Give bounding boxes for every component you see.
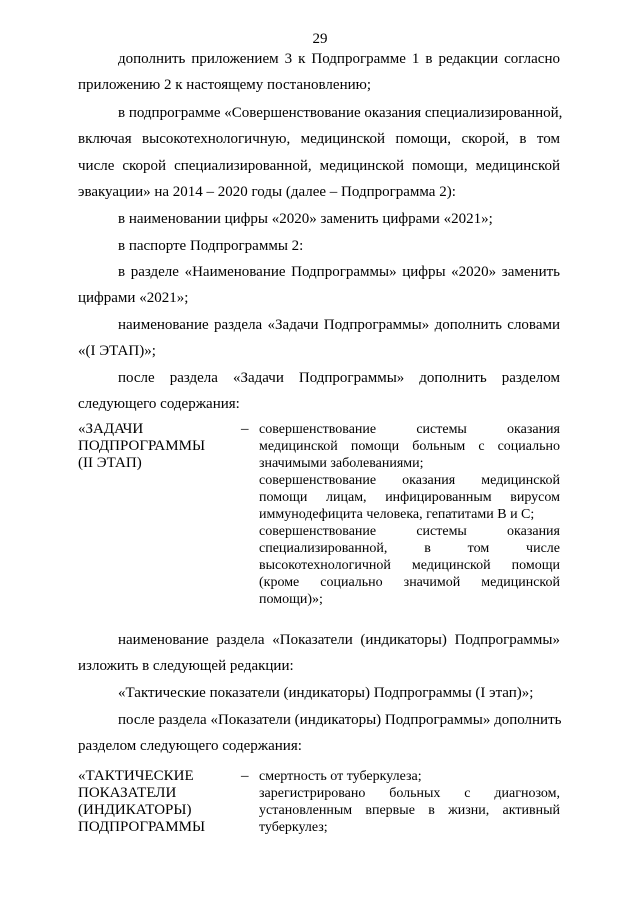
dash: – [241,768,249,784]
section-label-line: ПОДПРОГРАММЫ [78,438,206,454]
content-line: совершенствование оказания медицинской [259,473,560,488]
paragraph-line: эвакуации» на 2014 – 2020 годы (далее – Подпрограмма 2): [78,184,456,200]
paragraph-line: следующего содержания: [78,396,240,412]
section-label-line: ПОКАЗАТЕЛИ [78,785,177,801]
paragraph-line: наименование раздела «Показатели (индикаторы) Подпрограммы» [118,632,560,648]
paragraph-line: «(I ЭТАП)»; [78,343,156,359]
content-line: помощи)»; [259,592,323,607]
content-line: совершенствование системы оказания [259,422,560,437]
section-content-indicators [259,768,560,836]
paragraph-line: разделом следующего содержания: [78,738,302,754]
content-line: (кроме социально значимой медицинской [259,575,560,590]
section-label-line: (II ЭТАП) [78,455,142,471]
paragraph-line: «Тактические показатели (индикаторы) Подпрограммы (I этап)»; [118,685,534,701]
section-label-indicators [78,768,238,836]
content-line: высокотехнологичной медицинской помощи [259,558,560,573]
paragraph-line: дополнить приложением 3 к Подпрограмме 1 в редакции согласно [118,51,560,67]
content-line: зарегистрировано больных с диагнозом, [259,786,560,801]
paragraph-line: включая высокотехнологичную, медицинской помощи, скорой, в том [78,131,560,147]
section-label-line: «ТАКТИЧЕСКИЕ [78,768,194,784]
paragraph-line: после раздела «Задачи Подпрограммы» дополнить разделом [118,370,560,386]
content-line: установленным впервые в жизни, активный [259,803,560,818]
paragraph-line: в разделе «Наименование Подпрограммы» цифры «2020» заменить [118,264,560,280]
section-label-line: «ЗАДАЧИ [78,421,144,437]
content-line: туберкулез; [259,820,328,835]
page-number: 29 [312,31,328,47]
content-line: помощи лицам, инфицированным вирусом [259,490,560,505]
content-line: медицинской помощи больным с социально [259,439,560,454]
content-line: значимыми заболеваниями; [259,456,424,471]
paragraph-line: приложению 2 к настоящему постановлению; [78,77,371,93]
content-line: иммунодефицита человека, гепатитами В и С; [259,507,535,522]
section-label-tasks [78,421,238,472]
section-label-line: ПОДПРОГРАММЫ [78,819,206,835]
dash: – [241,421,249,437]
section-label-line: (ИНДИКАТОРЫ) [78,802,192,818]
content-line: совершенствование системы оказания [259,524,560,539]
paragraph-line: изложить в следующей редакции: [78,658,294,674]
content-line: смертность от туберкулеза; [259,769,422,784]
paragraph-line: цифрами «2021»; [78,290,189,306]
paragraph-line: числе скорой специализированной, медицинской помощи, медицинской [78,158,560,174]
paragraph-line: в подпрограмме «Совершенствование оказания специализированной, [118,105,563,121]
paragraph-line: наименование раздела «Задачи Подпрограммы» дополнить словами [118,317,560,333]
section-content-tasks [259,421,560,608]
content-line: специализированной, в том числе [259,541,560,556]
paragraph-line: в наименовании цифры «2020» заменить цифрами «2021»; [118,211,493,227]
paragraph-line: в паспорте Подпрограммы 2: [118,238,304,254]
paragraph-line: после раздела «Показатели (индикаторы) Подпрограммы» дополнить [118,712,562,728]
